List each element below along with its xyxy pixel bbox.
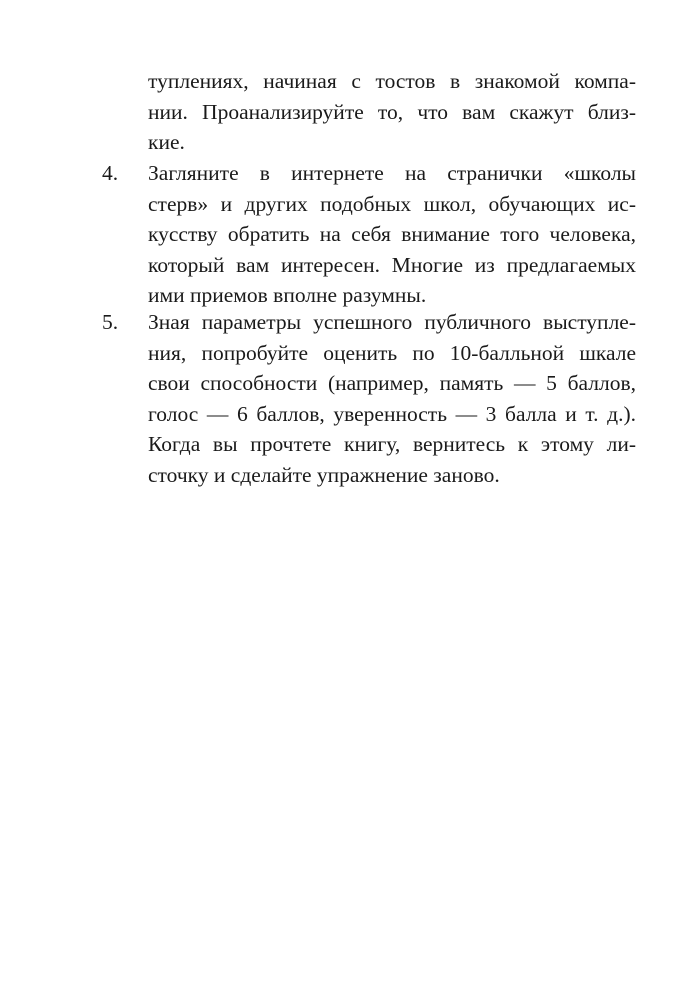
text-line: который вам интересен. Многие из предлагаемых	[148, 252, 636, 277]
list-item-4	[104, 158, 636, 311]
text-line: Зная параметры успешного публичного выступле-	[148, 310, 636, 334]
text-line: кие.	[148, 130, 185, 154]
text-line: ния, попробуйте оценить по 10-балльной шкале	[148, 340, 636, 365]
text-line: голос — 6 баллов, уверенность — 3 балла и т. д.).	[148, 401, 636, 426]
list-item	[104, 307, 636, 490]
continuation-paragraph	[148, 66, 636, 158]
text-line: свои способности (например, память — 5 баллов,	[148, 371, 636, 395]
text-line: ими приемов вполне разумны.	[148, 283, 427, 307]
text-line: Когда вы прочтете книгу, вернитесь к этому ли-	[148, 432, 636, 456]
text-line: стерв» и других подобных школ, обучающих ис-	[148, 191, 636, 216]
text-line: Загляните в интернете на странички «школы	[148, 161, 636, 185]
list-item	[104, 158, 636, 311]
text-line: нии. Проанализируйте то, что вам скажут близ-	[148, 99, 636, 124]
text-line: тупленияx, начиная с тостов в знакомой компа-	[148, 69, 636, 93]
list-item-number: 5.	[102, 310, 119, 334]
text-line: сточку и сделайте упражнение заново.	[148, 462, 500, 487]
list-item-5	[104, 307, 636, 490]
list-item-number: 4.	[102, 161, 119, 185]
text-line: кусству обратить на себя внимание того человека,	[148, 222, 636, 246]
